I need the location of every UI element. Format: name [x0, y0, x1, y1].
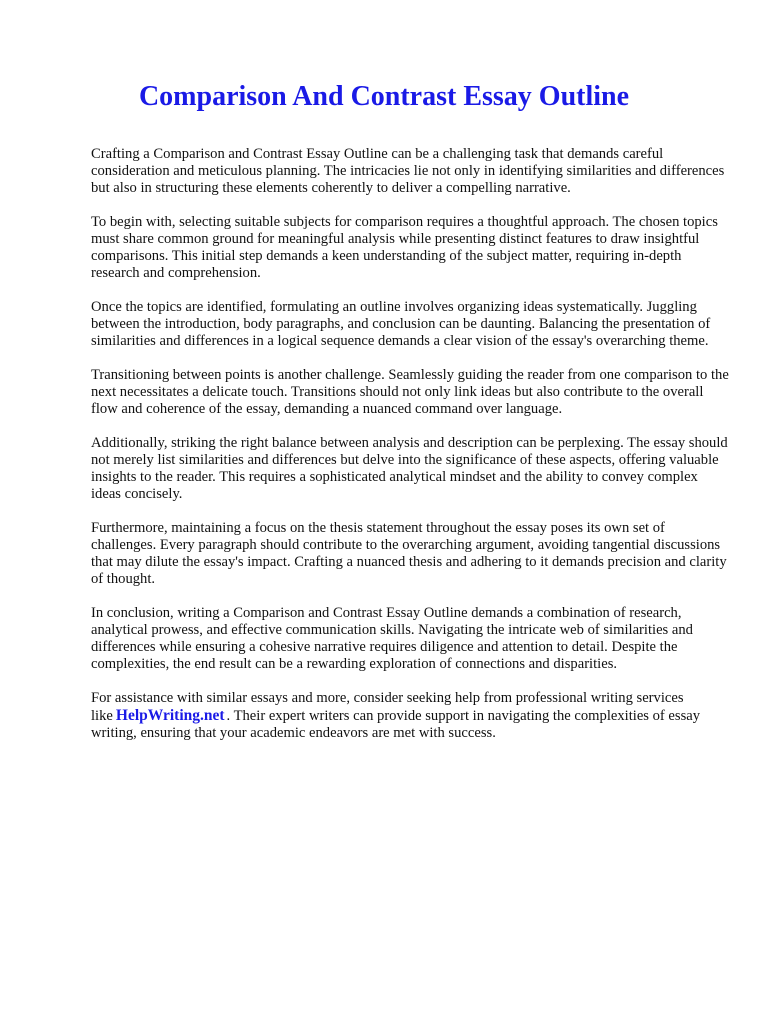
closing-paragraph: [91, 690, 731, 742]
paragraph-2: To begin with, selecting suitable subjects for comparison requires a thoughtful approach. The chosen topics must share common ground for meaningful analysis while presenting distinct features to draw insightful comparisons. This initial step demands a keen understanding of the subject matter, requiring in-depth research and comprehension.: [91, 214, 718, 281]
paragraph-1: Crafting a Comparison and Contrast Essay Outline can be a challenging task that demands careful consideration and meticulous planning. The intricacies lie not only in identifying similarities and differences but also in structuring these elements coherently to deliver a compelling narrative.: [91, 146, 725, 196]
helpwriting-link[interactable]: HelpWriting.net: [115, 707, 225, 724]
paragraph-3: Once the topics are identified, formulating an outline involves organizing ideas systematically. Juggling between the introduction, body paragraphs, and conclusion can be daunting. Balancing the presentation of similarities and differences in a logical sequence demands a clear vision of the essay's overarching theme.: [91, 299, 711, 349]
paragraph-4: Transitioning between points is another challenge. Seamlessly guiding the reader from one comparison to the next necessitates a delicate touch. Transitions should not only link ideas but also contribute to the overall flow and coherence of the essay, demanding a nuanced command over language.: [91, 367, 729, 417]
document-body: [91, 146, 731, 759]
document-title: Comparison And Contrast Essay Outline: [138, 81, 630, 112]
paragraph-5: Additionally, striking the right balance between analysis and description can be perplexing. The essay should not merely list similarities and differences but delve into the significance of these aspects, offering valuable insights to the reader. This requires a sophisticated analytical mindset and the ability to convey complex ideas concisely.: [91, 435, 728, 502]
paragraph-6: Furthermore, maintaining a focus on the thesis statement throughout the essay poses its own set of challenges. Every paragraph should contribute to the overarching argument, avoiding tangential discussions that may dilute the essay's impact. Crafting a nuanced thesis and adhering to it demands precision and clarity of thought.: [91, 520, 727, 587]
closing-text-after-link: . Their expert writers can provide support in navigating the complexities of essay writing, ensuring that your academic endeavors are met with success.: [91, 708, 701, 741]
paragraph-7: In conclusion, writing a Comparison and Contrast Essay Outline demands a combination of research, analytical prowess, and effective communication skills. Navigating the intricate web of similarities and differences while ensuring a cohesive narrative requires diligence and attention to detail. Despite the complexities, the end result can be a rewarding exploration of connections and disparities.: [91, 605, 693, 672]
closing-text-before-link: For assistance with similar essays and more, consider seeking help from professional writing services like: [91, 690, 684, 724]
